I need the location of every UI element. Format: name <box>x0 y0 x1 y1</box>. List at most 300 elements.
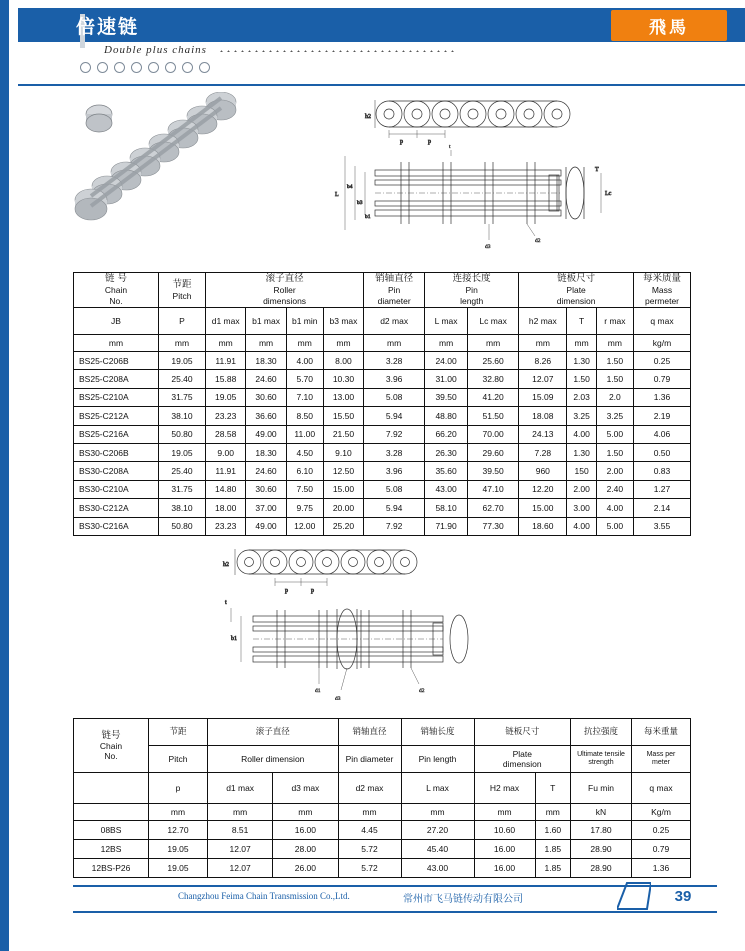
t2-r1-c4: 5.72 <box>338 840 401 859</box>
t1-r6-c8: 39.50 <box>468 462 519 480</box>
t1-r4-c1: 50.80 <box>159 425 206 443</box>
t2-r0-c0: 08BS <box>74 821 149 840</box>
table2-header-row <box>74 719 691 746</box>
t1-unit-8: mm <box>468 335 519 352</box>
t1-r0-c5: 8.00 <box>323 352 363 370</box>
t1-r4-c0: BS25-C216A <box>74 425 159 443</box>
t2-h6-en: Ultimate tensile <box>577 750 625 758</box>
t1-r8-c10: 3.00 <box>567 499 596 517</box>
t2-r2-c4: 5.72 <box>338 859 401 878</box>
t1-r5-c7: 26.30 <box>425 443 468 461</box>
t1-sym-6: d2 max <box>364 308 425 335</box>
t1-r8-c4: 9.75 <box>286 499 323 517</box>
t1-sym-1: P <box>159 308 206 335</box>
t1-r9-c2: 23.23 <box>206 517 246 535</box>
t1-r0-c0: BS25-C206B <box>74 352 159 370</box>
svg-text:p: p <box>400 139 403 145</box>
header-circle-7 <box>182 62 193 73</box>
t1-r8-c0: BS30-C212A <box>74 499 159 517</box>
t1-r5-c3: 18.30 <box>246 443 286 461</box>
t1-r4-c9: 24.13 <box>519 425 567 443</box>
t1-h6-cn: 每米质量 <box>642 273 681 285</box>
svg-text:d3: d3 <box>335 696 341 700</box>
svg-text:p: p <box>311 588 314 594</box>
t1-r7-c1: 31.75 <box>159 480 206 498</box>
t1-sym-10: T <box>567 308 596 335</box>
t2-h0-cn: 链号 <box>101 729 121 741</box>
t1-r9-c12: 3.55 <box>634 517 691 535</box>
table-row <box>74 388 691 406</box>
t2-r0-c9: 0.25 <box>632 821 691 840</box>
t1-r0-c6: 3.28 <box>364 352 425 370</box>
table-row <box>74 480 691 498</box>
t1-r8-c6: 5.94 <box>364 499 425 517</box>
t2-unit-4: mm <box>401 804 474 821</box>
t2-h2-cn: 滚子直径 <box>255 726 290 737</box>
page-title: 倍速链 <box>76 15 140 38</box>
t2-h0-en2: No. <box>104 751 118 762</box>
t1-r8-c5: 20.00 <box>323 499 363 517</box>
t2-unit-7: kN <box>571 804 632 821</box>
t2-h6-en2: strength <box>588 759 614 766</box>
t1-r6-c2: 11.91 <box>206 462 246 480</box>
t2-unit-6: mm <box>535 804 570 821</box>
t2-h0-en: Chain <box>99 741 123 751</box>
footer-wedge <box>617 881 651 911</box>
t1-r0-c3: 18.30 <box>246 352 286 370</box>
t1-r3-c12: 2.19 <box>634 407 691 425</box>
t2-h1-cn: 节距 <box>169 726 187 737</box>
t2-sym-1: d1 max <box>208 773 273 804</box>
t1-r0-c2: 11.91 <box>206 352 246 370</box>
t2-sym-0: p <box>149 773 208 804</box>
t1-r2-c11: 2.0 <box>596 388 633 406</box>
t2-r1-c0: 12BS <box>74 840 149 859</box>
t1-r9-c9: 18.60 <box>519 517 567 535</box>
t1-r7-c3: 30.60 <box>246 480 286 498</box>
t1-r2-c1: 31.75 <box>159 388 206 406</box>
t1-r3-c7: 48.80 <box>425 407 468 425</box>
t2-r2-c2: 12.07 <box>208 859 273 878</box>
t1-r0-c8: 25.60 <box>468 352 519 370</box>
t1-h2-en2: dimensions <box>263 295 307 306</box>
t1-r3-c3: 36.60 <box>246 407 286 425</box>
table-row <box>74 352 691 370</box>
t2-r0-c2: 8.51 <box>208 821 273 840</box>
t1-r3-c11: 3.25 <box>596 407 633 425</box>
t1-r1-c8: 32.80 <box>468 370 519 388</box>
table-row <box>74 859 691 878</box>
t1-sym-8: Lc max <box>468 308 519 335</box>
svg-text:b1: b1 <box>365 214 371 220</box>
t1-h1-en: Pitch <box>172 290 192 301</box>
t2-r2-c5: 43.00 <box>401 859 474 878</box>
t1-sym-2: d1 max <box>206 308 246 335</box>
t2-h7-en: Mass per <box>646 750 676 758</box>
t1-r7-c11: 2.40 <box>596 480 633 498</box>
t1-r3-c4: 8.50 <box>286 407 323 425</box>
t1-r2-c9: 15.09 <box>519 388 567 406</box>
t2-h7-cn: 每米重量 <box>643 726 678 737</box>
t2-r1-c3: 28.00 <box>273 840 338 859</box>
t1-sym-11: r max <box>596 308 633 335</box>
t2-sym-6: T <box>535 773 570 804</box>
t1-r2-c5: 13.00 <box>323 388 363 406</box>
t1-r3-c0: BS25-C212A <box>74 407 159 425</box>
t1-sym-0: JB <box>74 308 159 335</box>
t2-unit-1: mm <box>208 804 273 821</box>
table-row <box>74 425 691 443</box>
t1-r6-c6: 3.96 <box>364 462 425 480</box>
t1-r7-c4: 7.50 <box>286 480 323 498</box>
t1-r0-c9: 8.26 <box>519 352 567 370</box>
t1-r2-c8: 41.20 <box>468 388 519 406</box>
t1-h1-cn: 节距 <box>172 278 192 290</box>
t1-r3-c2: 23.23 <box>206 407 246 425</box>
t2-unit-5: mm <box>474 804 535 821</box>
t2-h5-en: Plate <box>512 748 532 759</box>
header-dot-rule <box>218 50 458 52</box>
table-row <box>74 499 691 517</box>
figure-bottom-drawing <box>209 540 579 700</box>
table-row <box>74 821 691 840</box>
t2-r0-c8: 17.80 <box>571 821 632 840</box>
svg-text:L: L <box>335 192 339 198</box>
t1-sym-5: b3 max <box>323 308 363 335</box>
t1-r4-c5: 21.50 <box>323 425 363 443</box>
t2-unit-3: mm <box>338 804 401 821</box>
t1-r4-c12: 4.06 <box>634 425 691 443</box>
t1-unit-10: mm <box>567 335 596 352</box>
svg-text:t: t <box>449 144 451 150</box>
svg-text:b1: b1 <box>231 636 237 642</box>
page-footer <box>18 885 745 925</box>
t1-h0-en2: No. <box>109 295 123 306</box>
svg-text:T: T <box>595 167 599 173</box>
t1-unit-6: mm <box>364 335 425 352</box>
t2-r2-c6: 16.00 <box>474 859 535 878</box>
t2-h1-en: Pitch <box>149 746 208 773</box>
t2-r2-c8: 28.90 <box>571 859 632 878</box>
t1-r1-c10: 1.50 <box>567 370 596 388</box>
t2-r0-c4: 4.45 <box>338 821 401 840</box>
t1-r0-c7: 24.00 <box>425 352 468 370</box>
t1-h0-cn: 链 号 <box>104 273 128 285</box>
t1-r5-c8: 29.60 <box>468 443 519 461</box>
t1-h0-en: Chain <box>104 285 128 296</box>
t1-h3-en2: diameter <box>377 295 411 306</box>
t1-r9-c10: 4.00 <box>567 517 596 535</box>
t1-sym-9: h2 max <box>519 308 567 335</box>
t2-h3-cn: 销轴直径 <box>352 726 387 737</box>
t1-r1-c0: BS25-C208A <box>74 370 159 388</box>
t2-r1-c1: 19.05 <box>149 840 208 859</box>
t1-sym-7: L max <box>425 308 468 335</box>
t1-r8-c8: 62.70 <box>468 499 519 517</box>
table1-header-row <box>74 273 691 308</box>
t2-h5-cn: 链板尺寸 <box>505 726 540 737</box>
t1-r2-c2: 19.05 <box>206 388 246 406</box>
t2-r2-c0: 12BS-P26 <box>74 859 149 878</box>
t2-unit-8: Kg/m <box>632 804 691 821</box>
t1-unit-12: kg/m <box>634 335 691 352</box>
svg-text:d2: d2 <box>419 688 425 694</box>
t2-r2-c1: 19.05 <box>149 859 208 878</box>
t1-r6-c5: 12.50 <box>323 462 363 480</box>
t1-r0-c10: 1.30 <box>567 352 596 370</box>
t1-r2-c10: 2.03 <box>567 388 596 406</box>
svg-text:p: p <box>285 588 288 594</box>
svg-text:p: p <box>428 139 431 145</box>
t1-r1-c5: 10.30 <box>323 370 363 388</box>
t1-r9-c11: 5.00 <box>596 517 633 535</box>
t2-r0-c5: 27.20 <box>401 821 474 840</box>
t1-sym-12: q max <box>634 308 691 335</box>
t1-r4-c2: 28.58 <box>206 425 246 443</box>
t1-sym-4: b1 min <box>286 308 323 335</box>
table-double-plus-chains <box>73 272 691 536</box>
t2-h4-cn: 销轴长度 <box>420 726 455 737</box>
t1-r9-c1: 50.80 <box>159 517 206 535</box>
t1-r1-c6: 3.96 <box>364 370 425 388</box>
t2-sym-blank <box>74 773 149 804</box>
t1-r7-c9: 12.20 <box>519 480 567 498</box>
t1-h5-en2: dimension <box>556 295 596 306</box>
t1-r1-c1: 25.40 <box>159 370 206 388</box>
t1-r4-c8: 70.00 <box>468 425 519 443</box>
t1-r5-c12: 0.50 <box>634 443 691 461</box>
t1-r6-c3: 24.60 <box>246 462 286 480</box>
t2-r1-c9: 0.79 <box>632 840 691 859</box>
t2-r2-c9: 1.36 <box>632 859 691 878</box>
t1-r2-c7: 39.50 <box>425 388 468 406</box>
t2-r1-c6: 16.00 <box>474 840 535 859</box>
header-circle-8 <box>199 62 210 73</box>
t1-r3-c1: 38.10 <box>159 407 206 425</box>
header-circle-row <box>80 62 210 73</box>
t1-h2-cn: 滚子直径 <box>265 273 304 285</box>
t1-r5-c2: 9.00 <box>206 443 246 461</box>
svg-text:b4: b4 <box>347 184 353 190</box>
t2-h4-en: Pin length <box>401 746 474 773</box>
t2-r1-c8: 28.90 <box>571 840 632 859</box>
table-row <box>74 370 691 388</box>
t1-r9-c7: 71.90 <box>425 517 468 535</box>
t1-h4-cn: 连接长度 <box>452 273 491 285</box>
t1-r0-c11: 1.50 <box>596 352 633 370</box>
t1-r3-c8: 51.50 <box>468 407 519 425</box>
table-row <box>74 840 691 859</box>
t1-unit-5: mm <box>323 335 363 352</box>
t1-r2-c3: 30.60 <box>246 388 286 406</box>
page-subtitle: Double plus chains <box>104 44 207 56</box>
t2-sym-8: q max <box>632 773 691 804</box>
t1-r2-c6: 5.08 <box>364 388 425 406</box>
svg-text:t: t <box>225 600 227 606</box>
chain-photo <box>71 92 321 242</box>
t1-unit-9: mm <box>519 335 567 352</box>
t1-unit-7: mm <box>425 335 468 352</box>
t1-r5-c10: 1.30 <box>567 443 596 461</box>
t1-r5-c11: 1.50 <box>596 443 633 461</box>
footer-company-en: Changzhou Feima Chain Transmission Co.,Ltd. <box>178 891 350 901</box>
table-bs-chains <box>73 718 691 878</box>
t1-r1-c4: 5.70 <box>286 370 323 388</box>
t2-h2-en: Roller dimension <box>208 746 339 773</box>
t1-r4-c6: 7.92 <box>364 425 425 443</box>
t2-unit-blank <box>74 804 149 821</box>
t1-r4-c11: 5.00 <box>596 425 633 443</box>
t1-r2-c12: 1.36 <box>634 388 691 406</box>
t1-r1-c3: 24.60 <box>246 370 286 388</box>
t1-r8-c11: 4.00 <box>596 499 633 517</box>
t1-r0-c12: 0.25 <box>634 352 691 370</box>
company-logo-text: 飛馬 <box>649 18 689 38</box>
t2-r1-c7: 1.85 <box>535 840 570 859</box>
t1-r9-c3: 49.00 <box>246 517 286 535</box>
t2-sym-3: d2 max <box>338 773 401 804</box>
t1-r1-c2: 15.88 <box>206 370 246 388</box>
t2-h3-en: Pin diameter <box>338 746 401 773</box>
header-circle-2 <box>97 62 108 73</box>
t1-h4-en: Pin <box>465 285 478 296</box>
footer-company-cn: 常州市飞马链传动有限公司 <box>403 894 523 905</box>
table-row <box>74 443 691 461</box>
t1-r5-c0: BS30-C206B <box>74 443 159 461</box>
t1-unit-2: mm <box>206 335 246 352</box>
t1-unit-0: mm <box>74 335 159 352</box>
table-row <box>74 407 691 425</box>
t1-r8-c12: 2.14 <box>634 499 691 517</box>
table2-header-row-en <box>74 746 691 773</box>
t1-r7-c2: 14.80 <box>206 480 246 498</box>
t1-r9-c0: BS30-C216A <box>74 517 159 535</box>
svg-text:d3: d3 <box>485 244 491 250</box>
t1-r2-c0: BS25-C210A <box>74 388 159 406</box>
table1-symbol-row <box>74 308 691 335</box>
table-row <box>74 462 691 480</box>
t1-h6-en2: permeter <box>644 295 679 306</box>
t1-r8-c3: 37.00 <box>246 499 286 517</box>
t1-r5-c5: 9.10 <box>323 443 363 461</box>
t1-r9-c6: 7.92 <box>364 517 425 535</box>
t1-sym-3: b1 max <box>246 308 286 335</box>
t2-sym-2: d3 max <box>273 773 338 804</box>
svg-text:Lc: Lc <box>605 191 612 197</box>
t1-r8-c1: 38.10 <box>159 499 206 517</box>
header-circle-1 <box>80 62 91 73</box>
t2-r0-c6: 10.60 <box>474 821 535 840</box>
t1-r8-c7: 58.10 <box>425 499 468 517</box>
t1-unit-3: mm <box>246 335 286 352</box>
t1-h5-en: Plate <box>566 285 586 296</box>
t1-r1-c9: 12.07 <box>519 370 567 388</box>
svg-text:d1: d1 <box>315 688 321 694</box>
t1-r3-c6: 5.94 <box>364 407 425 425</box>
t1-h4-en2: length <box>460 295 484 306</box>
t1-h6-en: Mass <box>651 285 673 296</box>
t1-r3-c10: 3.25 <box>567 407 596 425</box>
t1-r5-c4: 4.50 <box>286 443 323 461</box>
t1-r4-c3: 49.00 <box>246 425 286 443</box>
t2-r2-c7: 1.85 <box>535 859 570 878</box>
t1-r5-c6: 3.28 <box>364 443 425 461</box>
svg-text:h2: h2 <box>365 114 371 120</box>
t1-r3-c9: 18.08 <box>519 407 567 425</box>
header-circle-3 <box>114 62 125 73</box>
t1-r7-c10: 2.00 <box>567 480 596 498</box>
t1-r5-c1: 19.05 <box>159 443 206 461</box>
t1-r7-c8: 47.10 <box>468 480 519 498</box>
t2-r2-c3: 26.00 <box>273 859 338 878</box>
t2-r0-c1: 12.70 <box>149 821 208 840</box>
t2-r1-c2: 12.07 <box>208 840 273 859</box>
t1-r6-c1: 25.40 <box>159 462 206 480</box>
t1-unit-1: mm <box>159 335 206 352</box>
t2-r0-c7: 1.60 <box>535 821 570 840</box>
t1-r1-c12: 0.79 <box>634 370 691 388</box>
t1-unit-11: mm <box>596 335 633 352</box>
t1-r9-c5: 25.20 <box>323 517 363 535</box>
t1-unit-4: mm <box>286 335 323 352</box>
t2-unit-2: mm <box>273 804 338 821</box>
t1-r0-c4: 4.00 <box>286 352 323 370</box>
t1-r1-c11: 1.50 <box>596 370 633 388</box>
t1-h3-en: Pin <box>387 285 401 296</box>
t1-r4-c4: 11.00 <box>286 425 323 443</box>
t1-r6-c4: 6.10 <box>286 462 323 480</box>
t1-r7-c5: 15.00 <box>323 480 363 498</box>
t1-h3-cn: 销轴直径 <box>375 273 414 285</box>
header-circle-6 <box>165 62 176 73</box>
t2-sym-5: H2 max <box>474 773 535 804</box>
t1-r6-c9: 960 <box>519 462 567 480</box>
table-row <box>74 517 691 535</box>
t1-r7-c7: 43.00 <box>425 480 468 498</box>
svg-text:b3: b3 <box>357 200 363 206</box>
company-logo <box>611 10 727 41</box>
t2-h7-en2: meter <box>652 759 670 766</box>
t2-sym-4: L max <box>401 773 474 804</box>
t2-sym-7: Fu min <box>571 773 632 804</box>
t1-r4-c7: 66.20 <box>425 425 468 443</box>
footer-rule-bottom <box>73 911 717 913</box>
t2-unit-0: mm <box>149 804 208 821</box>
t1-r6-c10: 150 <box>567 462 596 480</box>
t2-h5-en2: dimension <box>502 759 542 769</box>
t2-h6-cn: 抗拉强度 <box>583 726 618 737</box>
header-title-box <box>76 8 139 42</box>
t1-r9-c4: 12.00 <box>286 517 323 535</box>
t2-r1-c5: 45.40 <box>401 840 474 859</box>
t1-r2-c4: 7.10 <box>286 388 323 406</box>
svg-text:d2: d2 <box>535 238 541 244</box>
page-header <box>18 0 745 82</box>
t1-r9-c8: 77.30 <box>468 517 519 535</box>
figure-top-drawing <box>319 84 639 260</box>
t1-r8-c9: 15.00 <box>519 499 567 517</box>
t1-r7-c0: BS30-C210A <box>74 480 159 498</box>
t1-r4-c10: 4.00 <box>567 425 596 443</box>
page-number: 39 <box>674 887 692 905</box>
table2-symbol-row <box>74 773 691 804</box>
t1-h5-cn: 链板尺寸 <box>557 273 596 285</box>
t1-r7-c12: 1.27 <box>634 480 691 498</box>
t1-r6-c7: 35.60 <box>425 462 468 480</box>
t1-h2-en: Roller <box>273 285 296 296</box>
t2-r0-c3: 16.00 <box>273 821 338 840</box>
svg-text:h2: h2 <box>223 562 229 568</box>
